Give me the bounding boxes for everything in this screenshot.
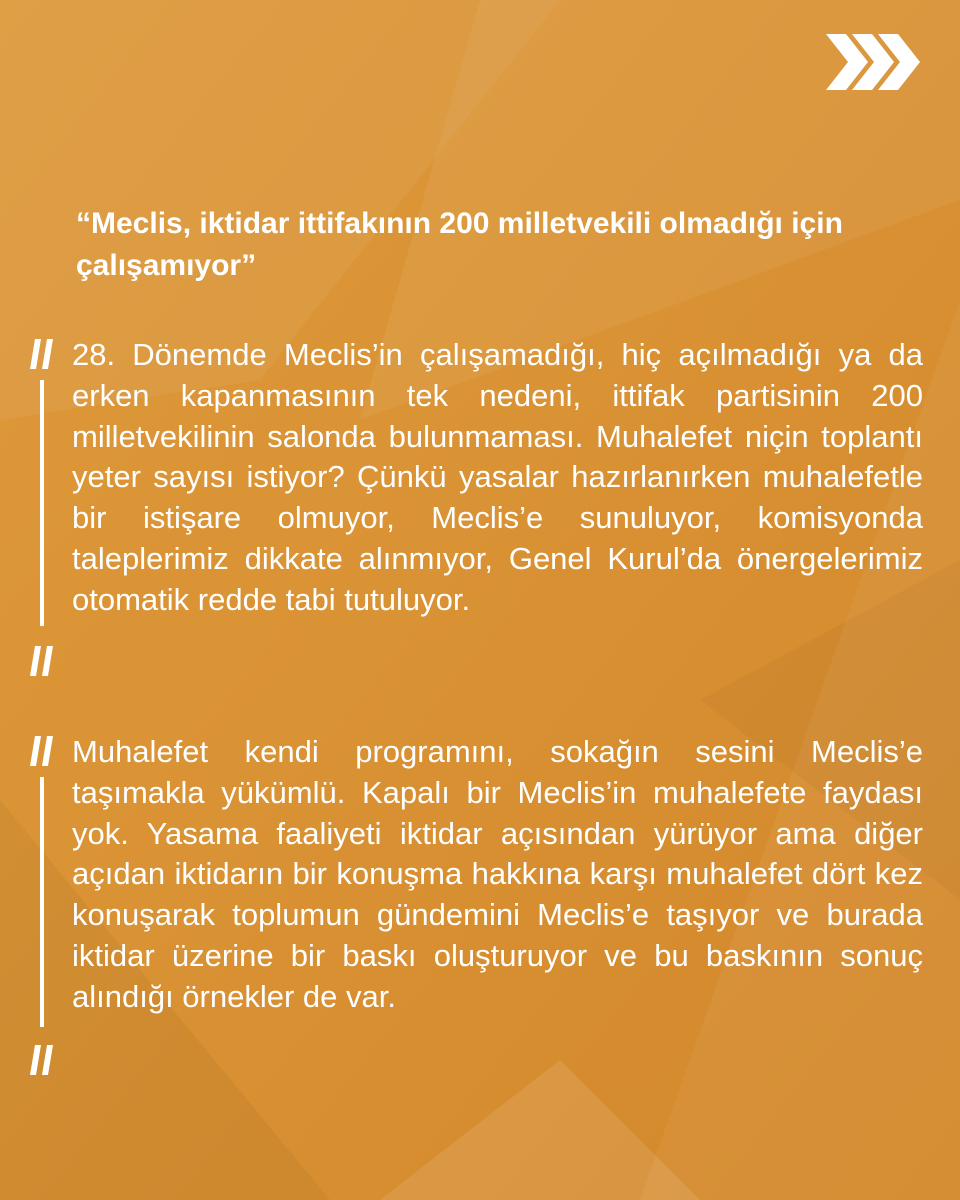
quotation-mark-icon xyxy=(28,1043,56,1077)
quote-divider-line xyxy=(40,380,44,626)
quote-paragraph: 28. Dönemde Meclis’in çalışamadığı, hiç açılmadığı ya da erken kapanmasının tek nedeni, ittifak partisinin 200 milletvekilinin salonda bulunmaması. Muhalefet niçin toplantı yeter sayısı istiyor? Çünkü yasalar hazırlanırken muhalefetle bir istişare olmuyor, Meclis’e sunuluyor, komisyonda taleplerimiz dikkate alınmıyor, Genel Kurul’da önergelerimiz otomatik redde tabi tutuluyor. xyxy=(72,337,923,617)
headline: “Meclis, iktidar ittifakının 200 milletvekili olmadığı için çalışamıyor” xyxy=(76,207,843,282)
quotation-mark-icon xyxy=(28,337,56,371)
quotation-mark-icon xyxy=(28,734,56,768)
quotation-mark-icon xyxy=(28,644,56,678)
double-chevron-right-icon xyxy=(822,32,922,92)
quote-divider-line xyxy=(40,777,44,1027)
quote-paragraph: Muhalefet kendi programını, sokağın sesini Meclis’e taşımakla yükümlü. Kapalı bir Meclis’in muhalefete faydası yok. Yasama faaliyeti iktidar açısından yürüyor ama diğer açıdan iktidarın bir konuşma hakkına karşı muhalefet dört kez konuşarak toplumun gündemini Meclis’e taşıyor ve burada iktidar üzerine bir baskı oluşturuyor ve bu baskının sonuç alındığı örnekler de var. xyxy=(72,734,923,1014)
